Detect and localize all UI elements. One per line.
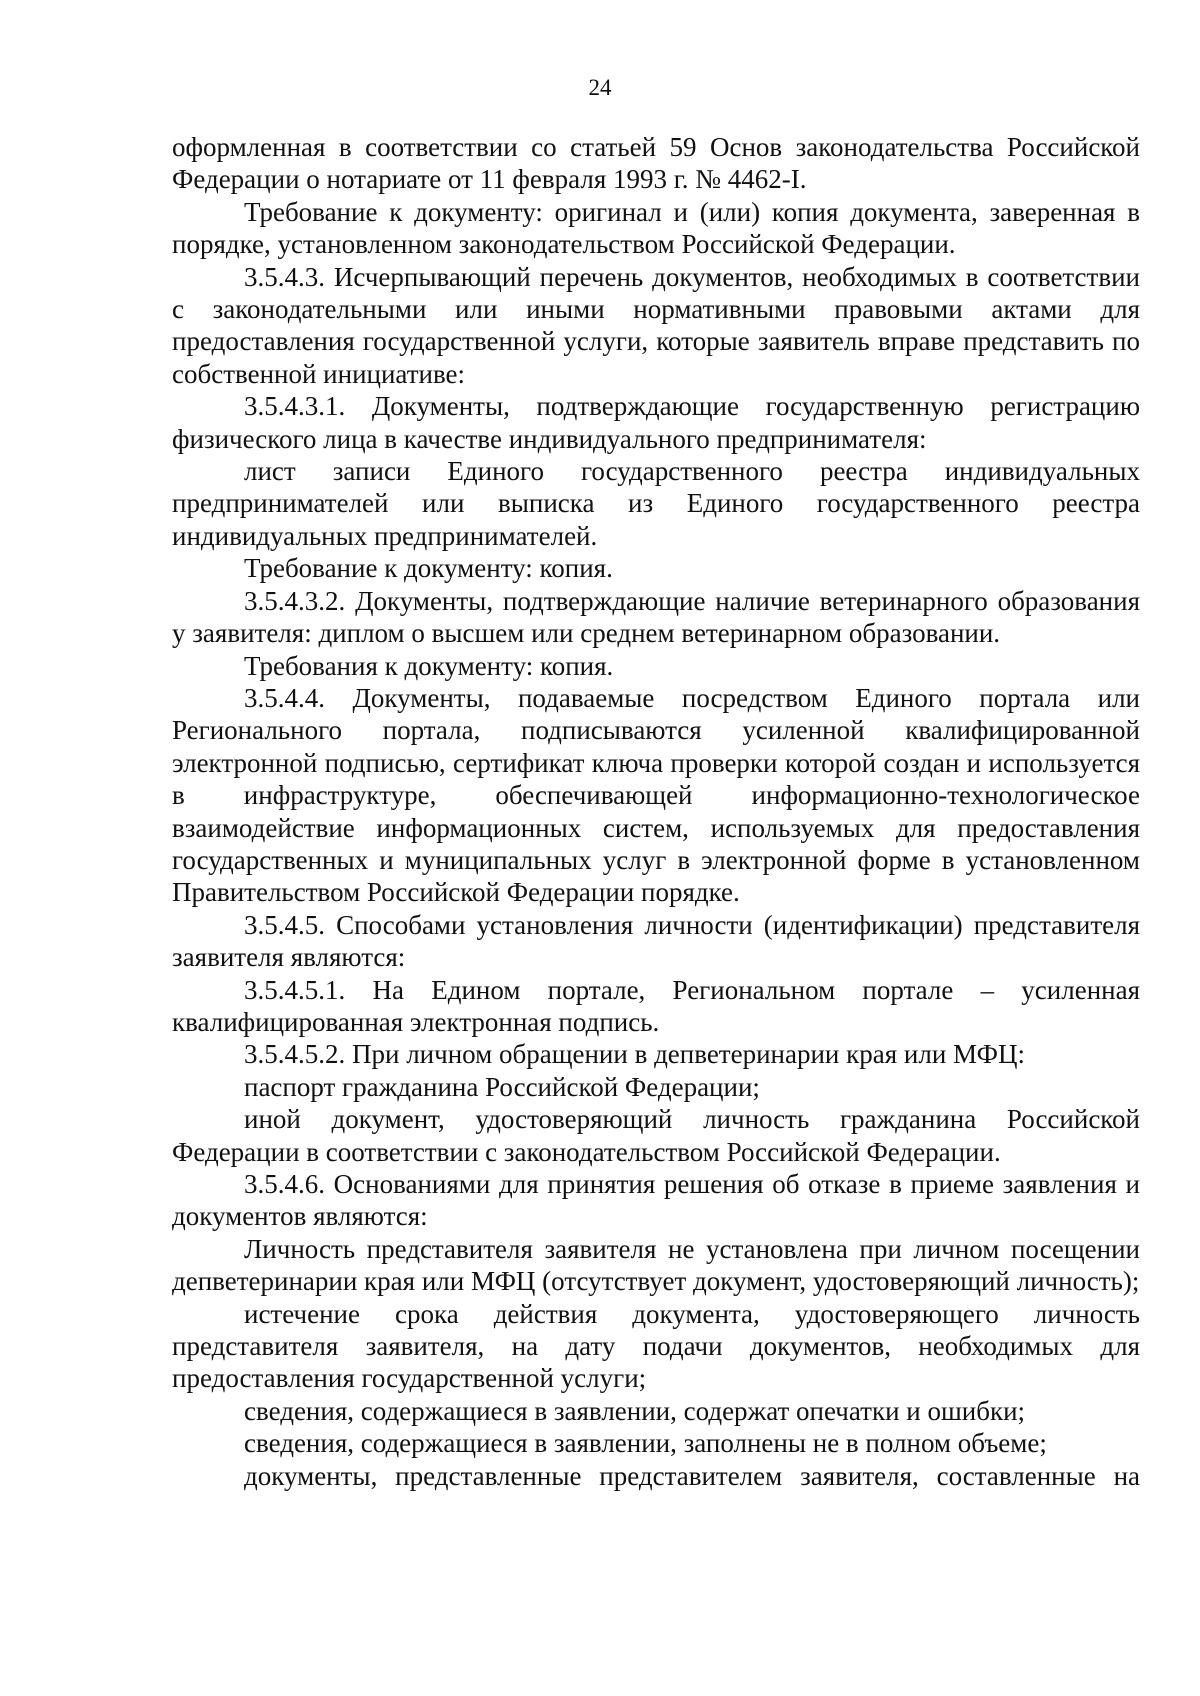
paragraph: Личность представителя заявителя не установлена при личном посещении депветеринарии края или МФЦ (отсутствует документ, удостоверяющий личность); — [172, 1233, 1140, 1297]
paragraph: иной документ, удостоверяющий личность гражданина Российской Федерации в соответствии с законодательством Российской Федерации. — [172, 1104, 1140, 1167]
paragraph: Требование к документу: копия. — [244, 553, 613, 584]
paragraph: 3.5.4.5.1. На Едином портале, Региональном портале – усиленная квалифицированная электронная подпись. — [172, 974, 1140, 1037]
paragraph: Требования к документу: копия. — [244, 650, 614, 681]
paragraph: 3.5.4.6. Основаниями для принятия решения об отказе в приеме заявления и документов являются: — [172, 1169, 1140, 1232]
paragraph: лист записи Единого государственного реестра индивидуальных предпринимателей или выписка из Единого государственного реестра индивидуальных предпринимателей. — [172, 456, 1140, 551]
paragraph: 3.5.4.5.2. При личном обращении в депветеринарии края или МФЦ: — [244, 1039, 1025, 1070]
document-body — [172, 131, 1140, 1492]
paragraph: 3.5.4.5. Способами установления личности (идентификации) представителя заявителя являются: — [172, 909, 1140, 973]
paragraph: сведения, содержащиеся в заявлении, содержат опечатки и ошибки; — [244, 1395, 1026, 1426]
paragraph: 3.5.4.3. Исчерпывающий перечень документов, необходимых в соответствии с законодательными или иными нормативными правовыми актами для предоставления государственной услуги, которые заявитель вправе представить по собственной инициативе: — [172, 261, 1140, 389]
paragraph: 3.5.4.3.2. Документы, подтверждающие наличие ветеринарного образования у заявителя: диплом о высшем или среднем ветеринарном образовании. — [172, 585, 1140, 649]
paragraph: 3.5.4.3.1. Документы, подтверждающие государственную регистрацию физического лица в качестве индивидуального предпринимателя: — [172, 391, 1140, 454]
paragraph: Требование к документу: оригинал и (или) копия документа, заверенная в порядке, установленном законодательством Российской Федерации. — [172, 196, 1140, 260]
paragraph: сведения, содержащиеся в заявлении, заполнены не в полном объеме; — [244, 1428, 1047, 1459]
paragraph: оформленная в соответствии со статьей 59 Основ законодательства Российской Федерации о нотариате от 11 февраля 1993 г. № 4462-I. — [172, 132, 1140, 195]
paragraph: 3.5.4.4. Документы, подаваемые посредством Единого портала или Регионального портала, подписываются усиленной квалифицированной электронной подписью, сертификат ключа проверки которой создан и используется в инфраструктуре, обеспечивающей информационно-технологическое взаимодействие информационных систем, используемых для предоставления государственных и муниципальных услуг в электронной форме в установленном Правительством Российской Федерации порядке. — [172, 682, 1140, 908]
paragraph: паспорт гражданина Российской Федерации; — [244, 1071, 760, 1102]
paragraph: документы, представленные представителем заявителя, составленные на — [244, 1460, 1140, 1491]
page-number: 24 — [588, 75, 612, 100]
paragraph: истечение срока действия документа, удостоверяющего личность представителя заявителя, на дату подачи документов, необходимых для предоставления государственной услуги; — [172, 1298, 1140, 1394]
